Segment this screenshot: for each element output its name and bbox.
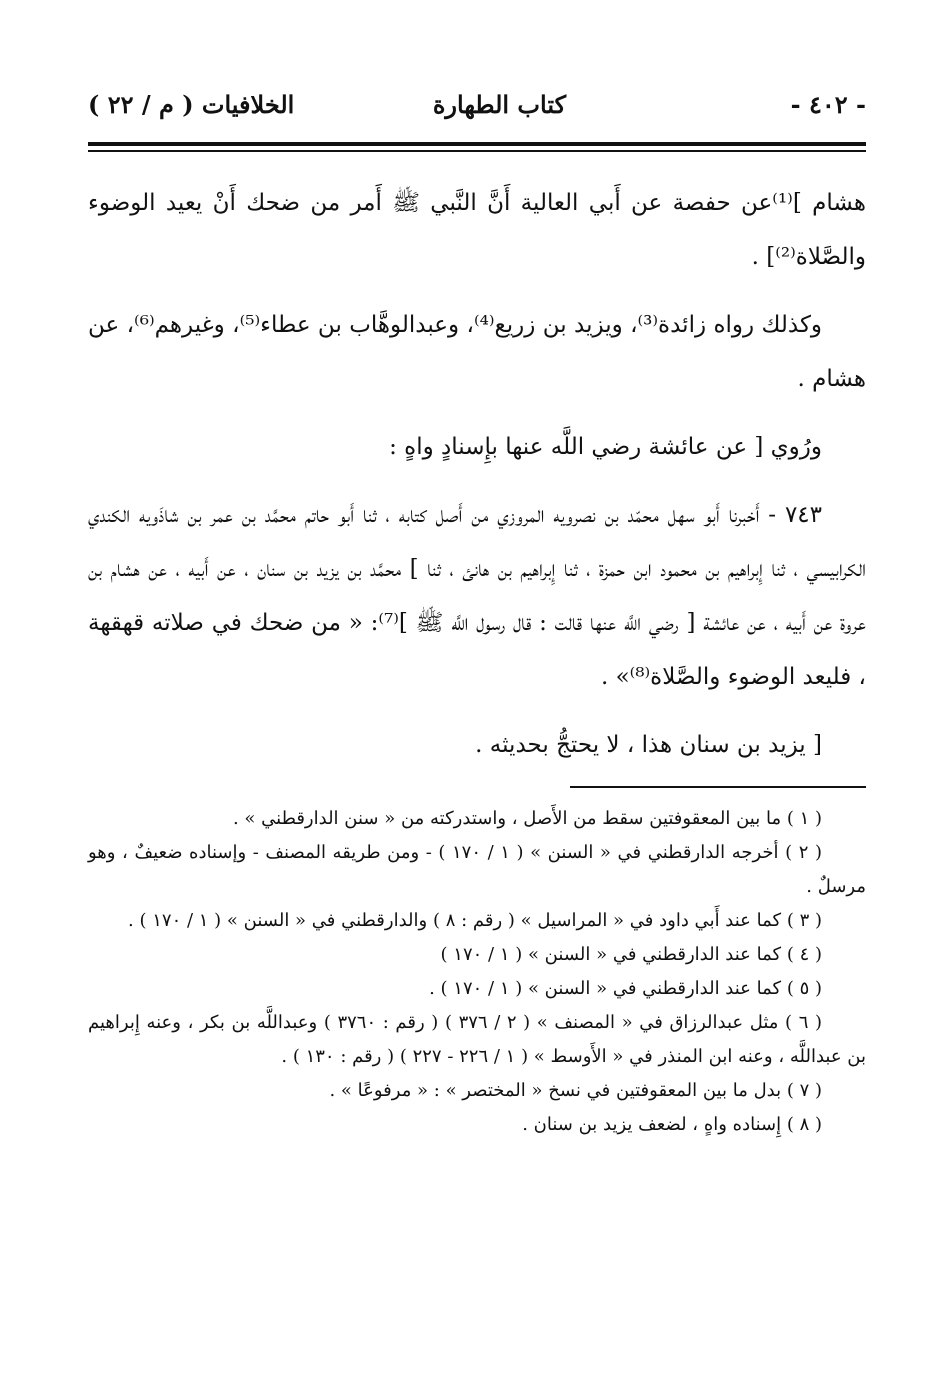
footnote-1: ( ١ ) ما بين المعقوفتين سقط من الأَصل ، واستدركته من « سنن الدارقطني » . bbox=[232, 808, 822, 829]
page-number: - ٤٠٢ - bbox=[790, 90, 866, 119]
hadith-743: ٧٤٣ - أَخبرنا أَبو سهل محمّد بن نصرويه المروزي من أَصل كتابه ، ثنا أَبو حاتم محمَّد بن عمر بن شاذَويه الكندي الكرابيسي ، ثنا إِبراهيم بن محمود ابن حمزة ، ثنا إِبراهيم بن هانئ ، ثنا ] محمَّد بن يزيد بن سنان ، عن أَبيه ، عن هشام بن عروة عن أَبيه ، عن عائشة [ رضي اللَّه عنها قالت : قال رسول اللَّه ﷺ ]⁽⁷⁾: « من ضحك في صلاته قهقهة ، فليعد الوضوء والصَّلاة⁽⁸⁾» . bbox=[88, 502, 866, 690]
main-text bbox=[88, 176, 866, 772]
footnote-7: ( ٧ ) بدل ما بين المعقوفتين في نسخ « المختصر » : « مرفوعًا » . bbox=[329, 1080, 822, 1101]
header-rule-thick bbox=[88, 142, 866, 146]
footnote-8: ( ٨ ) إِسناده واهٍ ، لضعف يزيد بن سنان . bbox=[522, 1114, 822, 1135]
running-header bbox=[88, 82, 866, 132]
paragraph-5: [ يزيد بن سنان هذا ، لا يحتجُّ بحديثه . bbox=[475, 732, 822, 758]
book-title: كتاب الطهارة bbox=[432, 90, 566, 119]
paragraph-2: وكذلك رواه زائدة⁽³⁾، ويزيد بن زريع⁽⁴⁾، وعبدالوهَّاب بن عطاء⁽⁵⁾، وغيرهم⁽⁶⁾، عن هشام . bbox=[88, 312, 866, 392]
footnote-3: ( ٣ ) كما عند أَبي داود في « المراسيل » ( رقم : ٨ ) والدارقطني في « السنن » ( ١ / ١٧٠ ) . bbox=[128, 910, 822, 931]
book-page bbox=[88, 82, 866, 1342]
section-title: الخلافيات ( م / ٢٢ ) bbox=[88, 90, 295, 119]
footnote-separator bbox=[570, 786, 866, 788]
header-rule-thin bbox=[88, 150, 866, 152]
footnote-5: ( ٥ ) كما عند الدارقطني في « السنن » ( ١ / ١٧٠ ) . bbox=[429, 978, 822, 999]
paragraph-1: هشام ]⁽¹⁾عن حفصة عن أَبي العالية أَنَّ النَّبي ﷺ أَمر من ضحك أَنْ يعيد الوضوء والصَّلاة⁽²⁾] . bbox=[88, 190, 867, 270]
footnote-6: ( ٦ ) مثل عبدالرزاق في « المصنف » ( ٢ / ٣٧٦ ) ( رقم : ٣٧٦٠ ) وعبداللَّه بن بكر ، وعنه إِبراهيم بن عبداللَّه ، وعنه ابن المنذر في « الأَوسط » ( ١ / ٢٢٦ - ٢٢٧ ) ( رقم : ١٣٠ ) . bbox=[88, 1012, 866, 1067]
footnotes bbox=[88, 802, 866, 1142]
footnote-2: ( ٢ ) أخرجه الدارقطني في « السنن » ( ١ / ١٧٠ ) - ومن طريقه المصنف - وإسناده ضعيفٌ ، وهو مرسلٌ . bbox=[88, 842, 866, 897]
footnote-4: ( ٤ ) كما عند الدارقطني في « السنن » ( ١ / ١٧٠ ) bbox=[440, 944, 822, 965]
paragraph-3: ورُوي [ عن عائشة رضي اللَّه عنها بإِسنادٍ واهٍ : bbox=[389, 434, 822, 460]
